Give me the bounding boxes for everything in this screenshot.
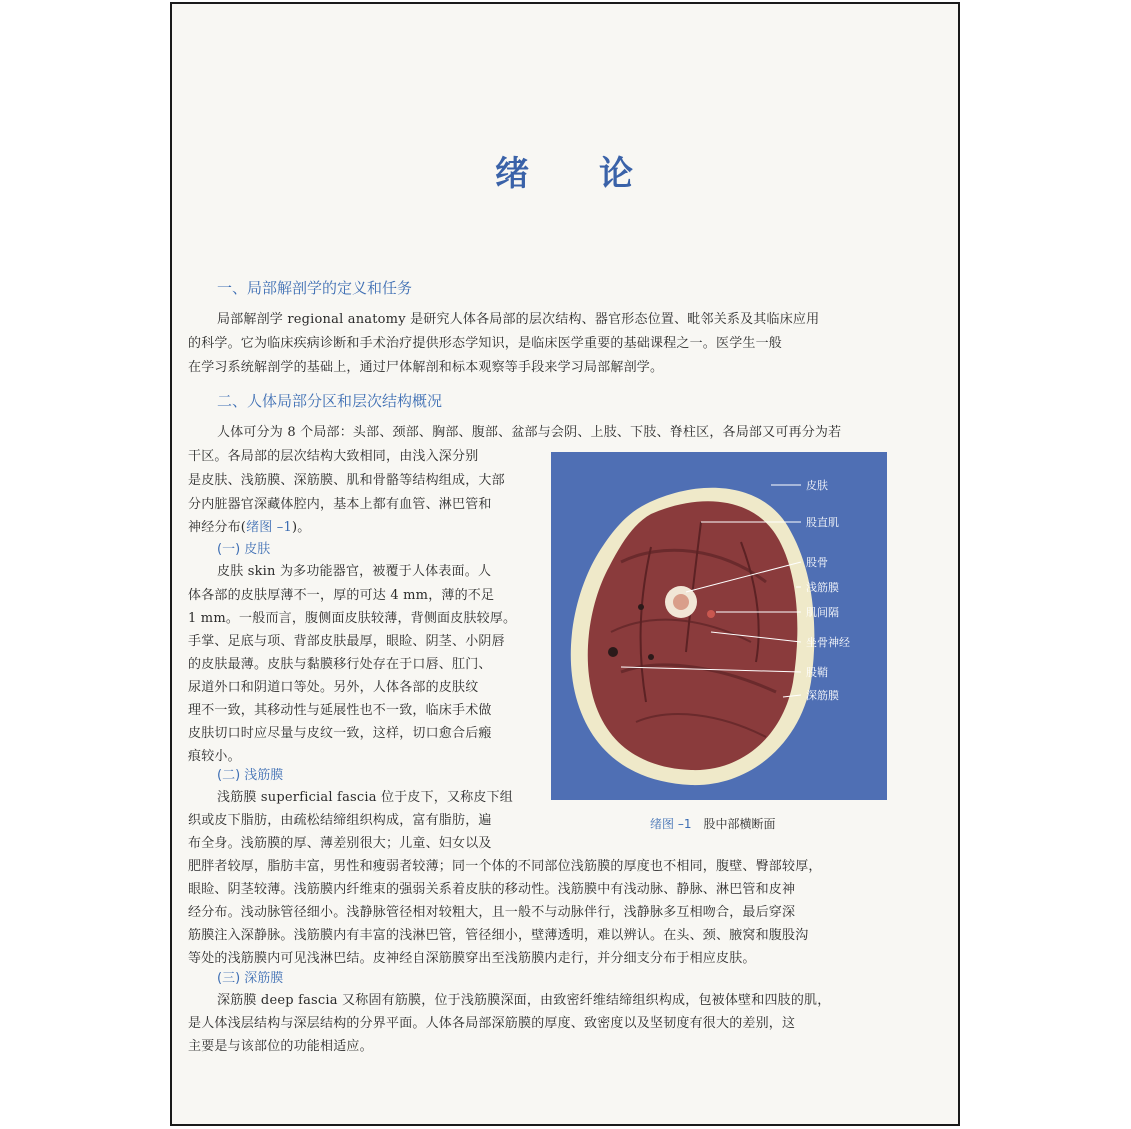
superficial-fascia-heading: (二) 浅筋膜 bbox=[217, 768, 284, 783]
section2-heading: 二、人体局部分区和层次结构概况 bbox=[217, 392, 443, 410]
intro-suffix: )。 bbox=[291, 520, 311, 535]
skin-heading: (一) 皮肤 bbox=[217, 542, 271, 557]
sf-line-6: 经分布。浅动脉管径细小。浅静脉管径相对较粗大，且一般不与动脉伴行，浅静脉多互相吻合，最后穿深 bbox=[188, 905, 796, 920]
figure-label-superficial-fascia: 浅筋膜 bbox=[806, 581, 839, 594]
section1-line-1: 局部解剖学 regional anatomy 是研究人体各局部的层次结构、器官形态位置、毗邻关系及其临床应用 bbox=[217, 312, 820, 327]
skin-line-2: 体各部的皮肤厚薄不一，厚的可达 4 mm，薄的不足 bbox=[188, 588, 495, 603]
sf-line-8: 等处的浅筋膜内可见浅淋巴结。皮神经自深筋膜穿出至浅筋膜内走行，并分细支分布于相应皮肤。 bbox=[188, 951, 756, 966]
df-line-3: 主要是与该部位的功能相适应。 bbox=[188, 1039, 373, 1054]
section2-intro-line-5 bbox=[188, 516, 310, 535]
figure-caption-number: 绪图 –1 bbox=[650, 817, 692, 831]
skin-line-4: 手掌、足底与项、背部皮肤最厚，眼睑、阴茎、小阴唇 bbox=[188, 634, 505, 649]
figure-label-skin: 皮肤 bbox=[806, 479, 828, 492]
section1-heading: 一、局部解剖学的定义和任务 bbox=[217, 279, 413, 297]
skin-line-3: 1 mm。一般而言，腹侧面皮肤较薄，背侧面皮肤较厚。 bbox=[188, 611, 517, 626]
df-line-2: 是人体浅层结构与深层结构的分界平面。人体各局部深筋膜的厚度、致密度以及坚韧度有很大的差别，这 bbox=[188, 1016, 796, 1031]
thigh-cross-section-figure bbox=[551, 452, 887, 800]
title-char-2: 论 bbox=[599, 154, 635, 194]
page-title bbox=[172, 146, 958, 195]
sf-line-2: 织或皮下脂肪，由疏松结缔组织构成，富有脂肪，遍 bbox=[188, 813, 492, 828]
sf-line-7: 筋膜注入深静脉。浅筋膜内有丰富的浅淋巴管，管径细小，壁薄透明，难以辨认。在头、颈、腋窝和腹股沟 bbox=[188, 928, 809, 943]
skin-line-5: 的皮肤最薄。皮肤与黏膜移行处存在于口唇、肛门、 bbox=[188, 657, 492, 672]
figure-label-rectus-femoris: 股直肌 bbox=[806, 516, 839, 529]
section2-intro-line-3: 是皮肤、浅筋膜、深筋膜、肌和骨骼等结构组成，大部 bbox=[188, 473, 505, 488]
figure-caption bbox=[650, 815, 775, 832]
title-char-1: 绪 bbox=[495, 154, 531, 194]
figure-reference: 绪图 –1 bbox=[246, 520, 292, 535]
deep-fascia-heading: (三) 深筋膜 bbox=[217, 971, 284, 986]
skin-line-1: 皮肤 skin 为多功能器官，被覆于人体表面。人 bbox=[217, 564, 492, 579]
page bbox=[170, 2, 960, 1126]
skin-line-6: 尿道外口和阴道口等处。另外，人体各部的皮肤纹 bbox=[188, 680, 479, 695]
section1-line-2: 的科学。它为临床疾病诊断和手术治疗提供形态学知识，是临床医学重要的基础课程之一。医学生一般 bbox=[188, 336, 783, 351]
section2-intro-line-4: 分内脏器官深藏体腔内，基本上都有血管、淋巴管和 bbox=[188, 497, 492, 512]
skin-line-8: 皮肤切口时应尽量与皮纹一致，这样，切口愈合后瘢 bbox=[188, 726, 492, 741]
sf-line-4: 肥胖者较厚，脂肪丰富，男性和瘦弱者较薄；同一个体的不同部位浅筋膜的厚度也不相同，腹壁、臀部较厚， bbox=[188, 859, 822, 874]
cross-section-illustration bbox=[551, 452, 887, 800]
section1-line-3: 在学习系统解剖学的基础上，通过尸体解剖和标本观察等手段来学习局部解剖学。 bbox=[188, 360, 664, 375]
figure-label-femoral-sheath: 股鞘 bbox=[806, 666, 828, 679]
df-line-1: 深筋膜 deep fascia 又称固有筋膜，位于浅筋膜深面，由致密纤维结缔组织构成，包被体壁和四肢的肌， bbox=[217, 993, 831, 1008]
sf-line-3: 布全身。浅筋膜的厚、薄差别很大；儿童、妇女以及 bbox=[188, 836, 492, 851]
figure-label-deep-fascia: 深筋膜 bbox=[806, 689, 839, 702]
section2-intro-line-2: 干区。各局部的层次结构大致相同，由浅入深分别 bbox=[188, 449, 479, 464]
skin-line-7: 理不一致，其移动性与延展性也不一致，临床手术做 bbox=[188, 703, 492, 718]
figure-caption-text: 股中部横断面 bbox=[703, 817, 776, 831]
figure-label-sciatic-nerve: 坐骨神经 bbox=[806, 636, 850, 649]
figure-label-femur: 股骨 bbox=[806, 556, 828, 569]
intro-prefix: 神经分布( bbox=[188, 520, 247, 535]
skin-line-9: 痕较小。 bbox=[188, 749, 241, 764]
sf-line-5: 眼睑、阴茎较薄。浅筋膜内纤维束的强弱关系着皮肤的移动性。浅筋膜中有浅动脉、静脉、淋巴管和皮神 bbox=[188, 882, 796, 897]
figure-label-intermuscular-septum: 肌间隔 bbox=[806, 606, 839, 619]
section2-intro-line-1: 人体可分为 8 个局部：头部、颈部、胸部、腹部、盆部与会阴、上肢、下肢、脊柱区，各局部又可再分为若 bbox=[217, 425, 842, 440]
sf-line-1: 浅筋膜 superficial fascia 位于皮下，又称皮下组 bbox=[217, 790, 514, 805]
